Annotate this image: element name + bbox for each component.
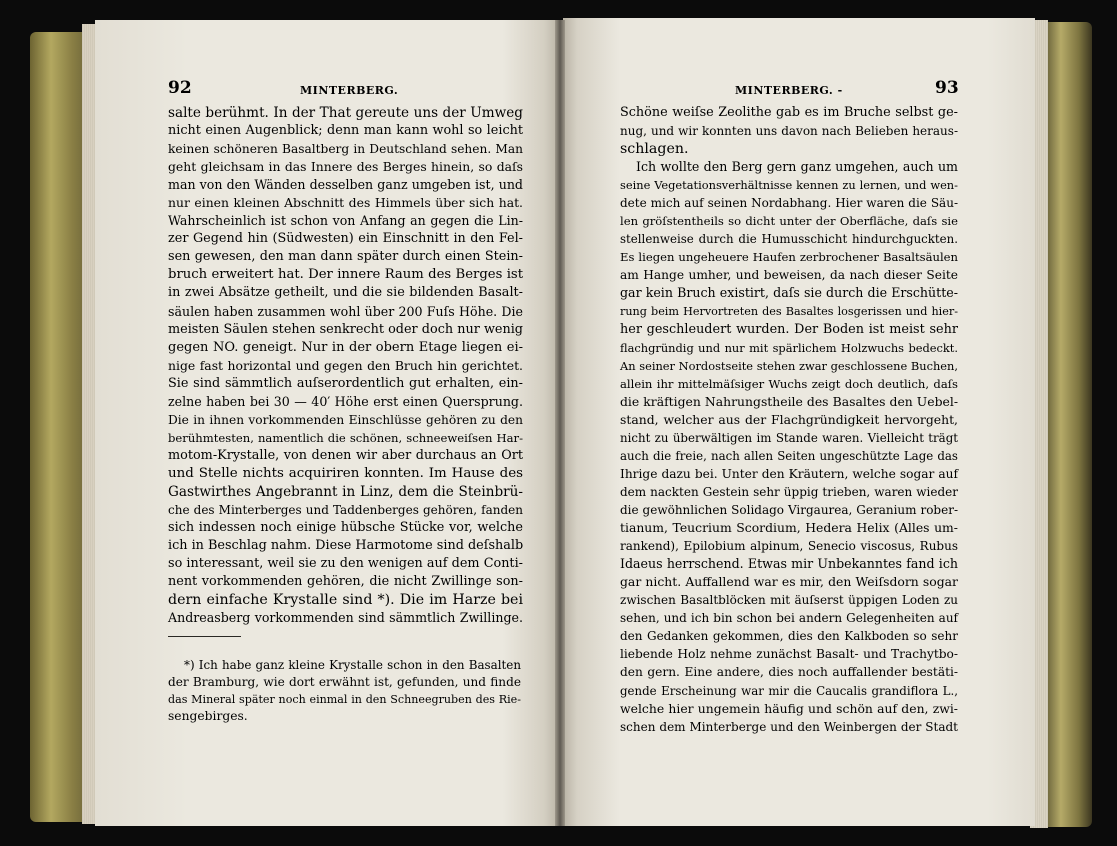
- right-running-head: MINTERBERG. -: [735, 84, 843, 97]
- text-line: so interessant, weil sie zu den wenigen auf dem Conti-: [168, 556, 523, 572]
- text-line: auch die freie, nach allen Seiten ungeschützte Lage das: [620, 448, 958, 463]
- text-line: gende Erscheinung war mir die Caucalis grandiflora L.,: [620, 683, 958, 698]
- text-line: dem nackten Gestein sehr üppig trieben, waren wieder: [620, 484, 958, 499]
- text-line: die gewöhnlichen Solidago Virgaurea, Geranium rober-: [620, 503, 958, 518]
- left-running-head: MINTERBERG.: [300, 84, 399, 97]
- left-page-body: [168, 104, 523, 627]
- text-line: die kräftigen Nahrungstheile des Basaltes den Uebel-: [620, 393, 958, 409]
- text-line: nige fast horizontal und gegen den Bruch hin gerichtet.: [168, 357, 523, 373]
- text-line: nur einen kleinen Abschnitt des Himmels über sich hat.: [168, 195, 523, 211]
- text-line: zwischen Basaltblöcken mit äuſserst üppigen Loden zu: [620, 593, 958, 608]
- text-line: nug, und wir konnten uns davon nach Belieben heraus-: [620, 124, 958, 139]
- text-line: geht gleichsam in das Innere des Berges hinein, so daſs: [168, 159, 523, 175]
- footnote-line: der Bramburg, wie dort erwähnt ist, gefunden, und finde: [168, 675, 521, 689]
- text-line: nicht zu überwältigen im Stande waren. Vielleicht trägt: [620, 430, 958, 445]
- text-line: nicht einen Augenblick; denn man kann wohl so leicht: [168, 123, 523, 139]
- text-line: keinen schöneren Basaltberg in Deutschland sehen. Man: [168, 142, 523, 157]
- text-line: schlagen.: [620, 141, 689, 158]
- text-line: ich in Beschlag nahm. Diese Harmotome sind deſshalb: [168, 538, 524, 554]
- text-line: her geschleudert wurden. Der Boden ist meist sehr: [620, 321, 958, 337]
- text-line: salte berühmt. In der That gereute uns der Umweg: [168, 105, 523, 121]
- book-gutter: [555, 20, 565, 826]
- text-line: dete mich auf seinen Nordabhang. Hier waren die Säu-: [620, 196, 958, 211]
- text-line: den gern. Eine andere, dies noch auffallender bestäti-: [620, 665, 958, 680]
- text-line: dern einfache Krystalle sind *). Die im Harze bei: [168, 592, 523, 609]
- right-page-body: [620, 104, 958, 736]
- text-line: Ich wollte den Berg gern ganz umgehen, auch um: [636, 159, 958, 175]
- left-page-number: 92: [168, 78, 192, 98]
- text-line: nent vorkommenden gehören, die nicht Zwillinge son-: [168, 574, 523, 590]
- text-line: zer Gegend hin (Südwesten) ein Einschnitt in den Fel-: [168, 231, 523, 247]
- text-line: Idaeus herrschend. Etwas mir Unbekanntes fand ich: [620, 556, 958, 572]
- text-line: An seiner Nordostseite stehen zwar geschlossene Buchen,: [620, 358, 958, 373]
- footnote-line: *) Ich habe ganz kleine Krystalle schon in den Basalten: [184, 658, 521, 672]
- footnote: [168, 657, 521, 725]
- text-line: schen dem Minterberge und den Weinbergen der Stadt: [620, 719, 958, 734]
- right-page-number: 93: [935, 78, 959, 98]
- text-line: in zwei Absätze getheilt, und die sie bildenden Basalt-: [168, 285, 523, 301]
- text-line: Wahrscheinlich ist schon von Anfang an gegen die Lin-: [168, 213, 523, 229]
- text-line: Schöne weiſse Zeolithe gab es im Bruche selbst ge-: [620, 105, 958, 120]
- text-line: Die in ihnen vorkommenden Einschlüsse gehören zu den: [168, 412, 523, 427]
- text-line: gar nicht. Auffallend war es mir, den Weiſsdorn sogar: [620, 574, 958, 590]
- text-line: und Stelle nichts acquiriren konnten. Im Hause des: [168, 465, 523, 481]
- footnote-line: sengebirges.: [168, 709, 248, 723]
- text-line: seine Vegetationsverhältnisse kennen zu lernen, und wen-: [620, 178, 958, 193]
- text-line: len gröſstentheils so dicht unter der Oberfläche, daſs sie: [620, 214, 958, 229]
- text-line: che des Minterberges und Taddenberges gehören, fanden: [168, 503, 523, 518]
- text-line: motom-Krystalle, von denen wir aber durchaus an Ort: [168, 447, 523, 463]
- text-line: am Hange umher, und beweisen, da nach dieser Seite: [620, 268, 958, 283]
- text-line: meisten Säulen stehen senkrecht oder doch nur wenig: [168, 321, 523, 337]
- footnote-rule: [168, 636, 241, 637]
- text-line: liebende Holz nehme zunächst Basalt- und Trachytbo-: [620, 647, 958, 662]
- text-line: rung beim Hervortreten des Basaltes losgerissen und hier-: [620, 304, 958, 318]
- text-line: Gastwirthes Angebrannt in Linz, dem die Steinbrü-: [168, 483, 523, 500]
- text-line: zelne haben bei 30 — 40′ Höhe erst einen Quersprung.: [168, 393, 523, 409]
- text-line: rankend), Epilobium alpinum, Senecio viscosus, Rubus: [620, 539, 958, 554]
- text-line: stand, welcher aus der Flachgründigkeit hervorgeht,: [620, 411, 958, 427]
- text-line: säulen haben zusammen wohl über 200 Fuſs Höhe. Die: [168, 303, 523, 319]
- text-line: allein ihr mittelmäſsiger Wuchs zeigt doch deutlich, daſs: [620, 376, 958, 391]
- text-line: man von den Wänden desselben ganz umgeben ist, und: [168, 177, 523, 193]
- text-line: welche hier ungemein häufig und schön auf den, zwi-: [620, 700, 958, 716]
- text-line: bruch erweitert hat. Der innere Raum des Berges ist: [168, 267, 523, 283]
- text-line: flachgründig und nur mit spärlichem Holzwuchs bedeckt.: [620, 340, 958, 355]
- footnote-line: das Mineral später noch einmal in den Schneegruben des Rie-: [168, 693, 521, 706]
- text-line: sehen, und ich bin schon bei andern Gelegenheiten auf: [620, 611, 958, 626]
- text-line: sich indessen noch einige hübsche Stücke vor, welche: [168, 520, 523, 536]
- text-line: Es liegen ungeheuere Haufen zerbrochener Basaltsäulen: [620, 250, 958, 265]
- text-line: stellenweise durch die Humusschicht hindurchguckten.: [620, 232, 958, 247]
- text-line: Andreasberg vorkommenden sind sämmtlich Zwillinge.: [168, 610, 523, 626]
- text-line: den Gedanken gekommen, dies den Kalkboden so sehr: [620, 629, 958, 644]
- text-line: berühmtesten, namentlich die schönen, schneeweiſsen Har-: [168, 430, 523, 445]
- text-line: tianum, Teucrium Scordium, Hedera Helix (Alles um-: [620, 520, 958, 536]
- text-line: sen gewesen, den man dann später durch einen Stein-: [168, 249, 523, 265]
- text-line: Sie sind sämmtlich auſserordentlich gut erhalten, ein-: [168, 375, 523, 391]
- text-line: Ihrige dazu bei. Unter den Kräutern, welche sogar auf: [620, 466, 958, 481]
- text-line: gar kein Bruch existirt, daſs sie durch die Erschütte-: [620, 285, 958, 301]
- text-line: gegen NO. geneigt. Nur in der obern Etage liegen ei-: [168, 339, 523, 355]
